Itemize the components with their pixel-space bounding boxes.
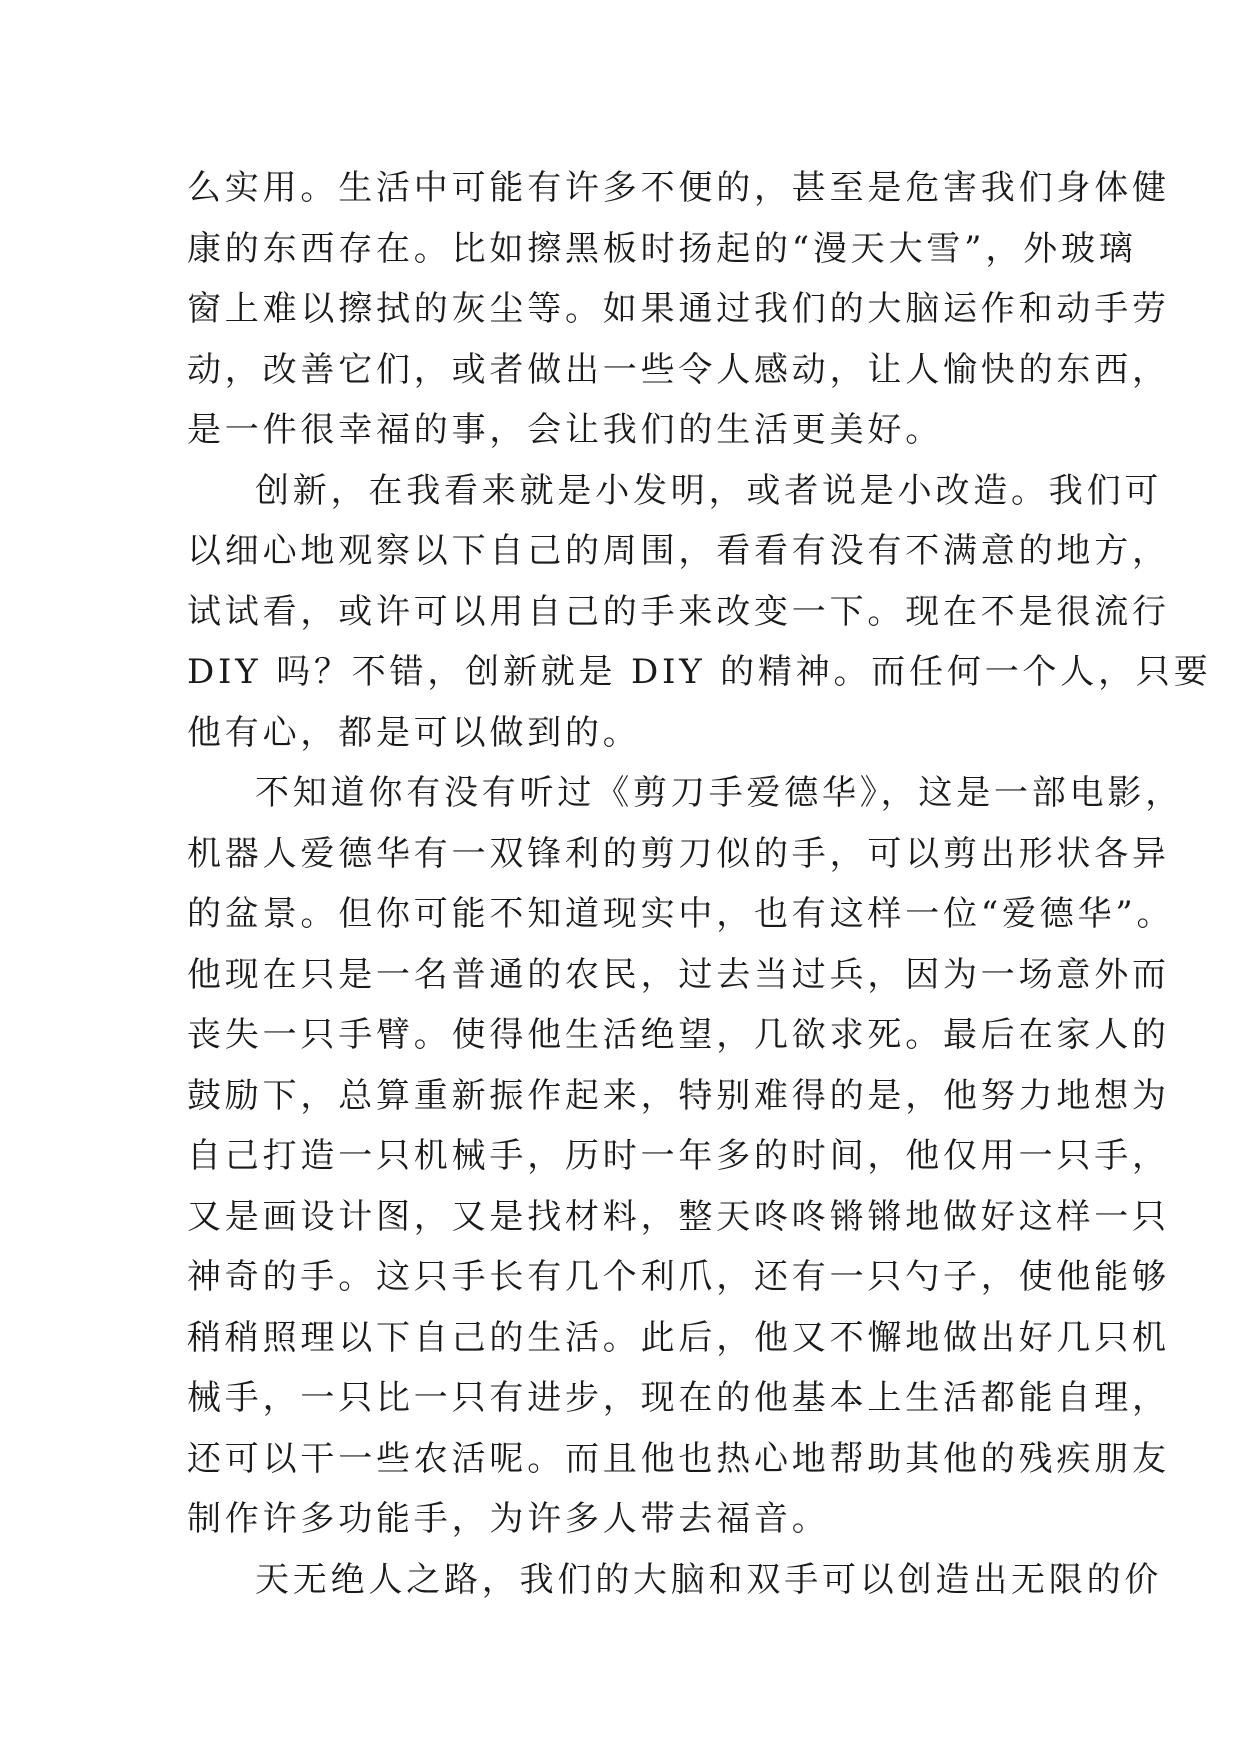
- body-text: [187, 158, 1212, 1610]
- text-line: 机器人爱德华有一双锋利的剪刀似的手，可以剪出形状各异: [187, 833, 1170, 874]
- text-line: 以细心地观察以下自己的周围，看看有没有不满意的地方，: [187, 531, 1170, 571]
- paragraph-first-line: 不知道你有没有听过《剪刀手爱德华》，这是一部电影，: [255, 773, 1183, 813]
- text-line: 自己打造一只机械手，历时一年多的时间，他仅用一只手，: [187, 1136, 1170, 1176]
- text-line: 是一件很幸福的事，会让我们的生活更美好。: [187, 410, 943, 450]
- text-line: 稍稍照理以下自己的生活。此后，他又不懈地做出好几只机: [187, 1317, 1170, 1358]
- text-line: 他有心，都是可以做到的。: [187, 712, 641, 753]
- text-line: 窗上难以擦拭的灰尘等。如果通过我们的大脑运作和动手劳: [187, 289, 1170, 329]
- text-line: 他现在只是一名普通的农民，过去当过兵，因为一场意外而: [187, 954, 1170, 995]
- text-line: 康的东西存在。比如擦黑板时扬起的“漫天大雪”，外玻璃: [187, 228, 1137, 269]
- text-line: 鼓励下，总算重新振作起来，特别难得的是，他努力地想为: [187, 1075, 1170, 1116]
- text-line: 又是画设计图，又是找材料，整天咚咚锵锵地做好这样一只: [187, 1196, 1170, 1237]
- text-line: 么实用。生活中可能有许多不便的，甚至是危害我们身体健: [187, 168, 1170, 208]
- paragraph-first-line: 天无绝人之路，我们的大脑和双手可以创造出无限的价: [255, 1559, 1163, 1600]
- text-line: 神奇的手。这只手长有几个利爪，还有一只勺子，使他能够: [187, 1257, 1170, 1297]
- text-line: 还可以干一些农活呢。而且他也热心地帮助其他的残疾朋友: [187, 1438, 1170, 1479]
- text-line: 丧失一只手臂。使得他生活绝望，几欲求死。最后在家人的: [187, 1015, 1170, 1055]
- paragraph-first-line: 创新，在我看来就是小发明，或者说是小改造。我们可: [255, 470, 1163, 511]
- text-line: DIY 吗？不错，创新就是 DIY 的精神。而任何一个人，只要: [187, 652, 1212, 692]
- text-line: 制作许多功能手，为许多人带去福音。: [187, 1499, 830, 1539]
- text-line: 试试看，或许可以用自己的手来改变一下。现在不是很流行: [187, 591, 1170, 632]
- text-line: 械手，一只比一只有进步，现在的他基本上生活都能自理，: [187, 1378, 1170, 1418]
- text-line: 动，改善它们，或者做出一些令人感动，让人愉快的东西，: [187, 349, 1170, 390]
- text-line: 的盆景。但你可能不知道现实中，也有这样一位“爱德华”。: [187, 894, 1175, 934]
